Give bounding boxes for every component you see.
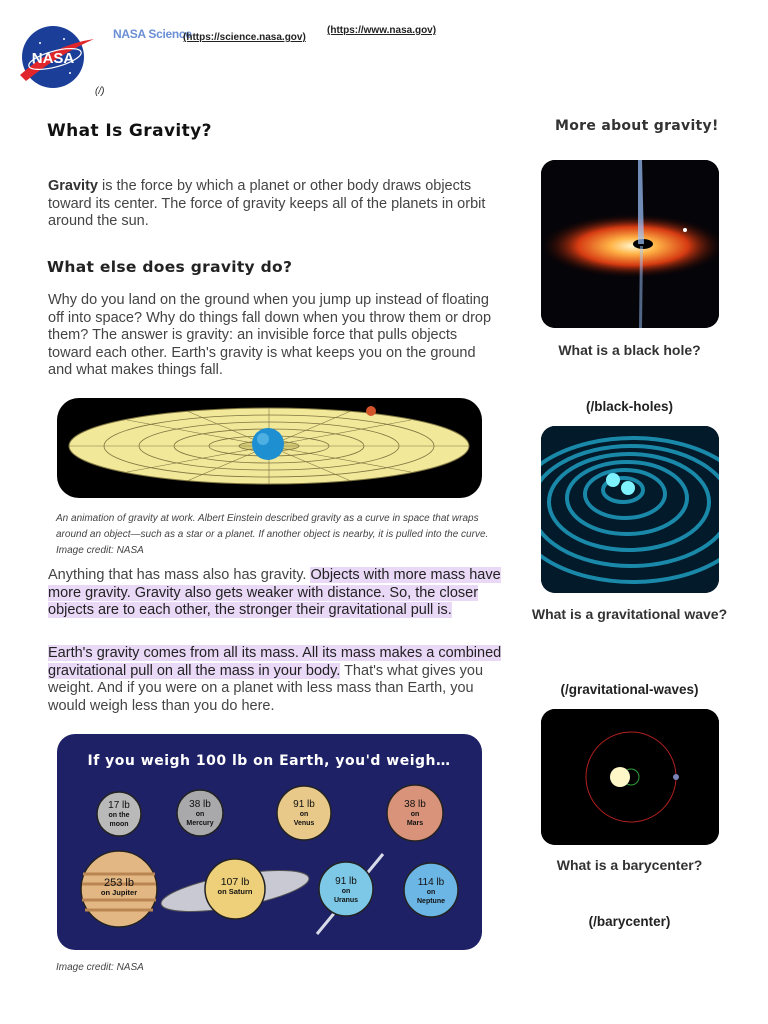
gravity-explanation-paragraph: Why do you land on the ground when you jump up instead of floating off into space? Why do things fall down when you throw them or drop them? The answer is gravity: an invisible force that pulls objects toward each other. Earth's gravity is what keeps you on the ground and what makes things fall.: [48, 292, 492, 379]
weights-title: If you weigh 100 lb on Earth, you'd weigh…: [87, 753, 451, 769]
highlighted-text: Earth's gravity comes from all its mass. All its mass makes a combined gravitational pull on all the mass in your body.: [48, 645, 502, 679]
uranus-on: on: [341, 888, 351, 895]
mars-name: Mars: [406, 820, 424, 827]
uranus-name: Uranus: [333, 897, 359, 904]
gravity-term: Gravity: [48, 178, 98, 194]
neptune-weight: 114 lb: [417, 877, 445, 888]
gravitational-wave-image[interactable]: [541, 426, 719, 593]
black-holes-link[interactable]: (/black-holes): [585, 399, 674, 414]
neptune-name: Neptune: [417, 898, 445, 905]
home-link[interactable]: (/): [95, 86, 105, 97]
mercury-on: on: [195, 811, 205, 818]
highlighted-text: Objects with more mass have more gravity. Gravity also gets weaker with distance. So, the closer objects are to each other, the stronger their gravitational pull is.: [48, 567, 501, 619]
gravitational-waves-link[interactable]: (/gravitational-waves): [560, 682, 699, 697]
nasa-logo[interactable]: [18, 25, 96, 89]
nasa-science-link[interactable]: NASA Science: [113, 27, 192, 41]
weight-paragraph: [48, 645, 503, 715]
gravity-animation-image: [57, 398, 482, 498]
mars-on: on: [410, 811, 420, 818]
gravitational-wave-caption[interactable]: What is a gravitational wave?: [531, 606, 728, 622]
mercury-name: Mercury: [186, 820, 214, 827]
nasa-logo-text: NASA: [31, 50, 75, 67]
weight-text: That's what gives you weight. And if you were on a planet with less mass than Earth, you would weigh less than you do here.: [48, 662, 484, 714]
intro-paragraph: [48, 178, 503, 231]
black-hole-image[interactable]: [541, 160, 719, 328]
barycenter-link[interactable]: (/barycenter): [588, 914, 671, 929]
mars-weight: 38 lb: [404, 799, 426, 810]
intro-text: is the force by which a planet or other body draws objects toward its center. The force of gravity keeps all of the planets in orbit around the sun.: [48, 178, 486, 230]
mass-paragraph: [48, 567, 503, 620]
venus-name: Venus: [293, 820, 315, 827]
planet-saturn: [158, 859, 311, 920]
science-url-link[interactable]: (https://science.nasa.gov): [183, 32, 306, 43]
saturn-weight: 107 lb: [220, 876, 250, 888]
planet-mercury: [177, 790, 223, 836]
barycenter-image[interactable]: [541, 709, 719, 845]
jupiter-on: on Jupiter: [100, 888, 138, 897]
planet-neptune: [404, 863, 458, 917]
planet-moon: [97, 792, 141, 836]
mass-text: Anything that has mass also has gravity.: [48, 567, 311, 583]
page-title: What Is Gravity?: [47, 121, 212, 141]
section-heading: What else does gravity do?: [47, 258, 293, 276]
black-hole-caption[interactable]: What is a black hole?: [558, 342, 701, 358]
neptune-on: on: [426, 889, 436, 896]
image-credit: Image credit: NASA: [56, 962, 144, 973]
planet-jupiter: [81, 851, 157, 927]
planet-weights-image: [57, 734, 482, 950]
animation-caption: An animation of gravity at work. Albert Einstein described gravity as a curve in space that wraps around an object—such as a star or a planet. If another object is nearby, it is pulled into the curve. Image credit: NASA: [56, 513, 489, 556]
barycenter-caption[interactable]: What is a barycenter?: [556, 857, 703, 873]
mercury-weight: 38 lb: [189, 799, 211, 810]
nasa-url-link[interactable]: (https://www.nasa.gov): [327, 25, 437, 36]
uranus-weight: 91 lb: [335, 876, 357, 887]
venus-on: on: [299, 811, 309, 818]
moon-name: moon: [109, 821, 129, 828]
saturn-on: on Saturn: [217, 887, 253, 896]
sidebar-title: More about gravity!: [555, 118, 719, 134]
planet-mars: [387, 785, 443, 841]
venus-weight: 91 lb: [293, 799, 315, 810]
planet-venus: [277, 786, 331, 840]
moon-on: on the: [108, 812, 130, 819]
jupiter-weight: 253 lb: [104, 877, 134, 889]
planet-uranus: [317, 854, 383, 934]
moon-weight: 17 lb: [108, 800, 130, 811]
